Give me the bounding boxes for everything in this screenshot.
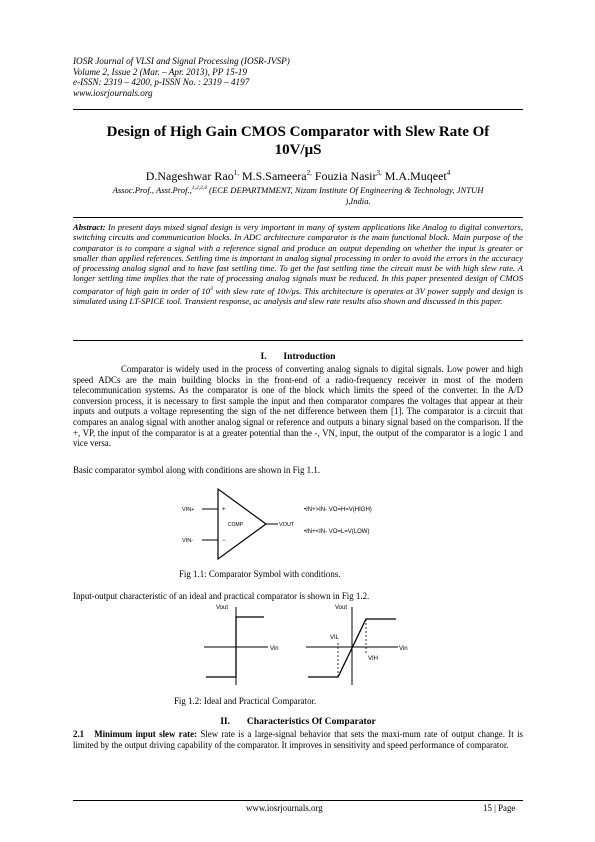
fig1-1-intro-text: Basic comparator symbol along with conditions are shown in Fig 1.1.	[73, 465, 320, 475]
abstract-label: Abstract:	[73, 222, 106, 232]
author-name: Fouzia Nasir	[314, 169, 377, 183]
author-affiliation: Assoc.Prof., Asst.Prof.,$^{1,2,3,4}$ (ECE DEPARTMMENT, Nizam Institute Of Engineering & Technology, JNTUH ),India.	[112, 184, 484, 206]
page-number: 15 | Page	[483, 803, 516, 813]
journal-issn: e-ISSN: 2319 – 4200, p-ISSN No. : 2319 – 4197	[73, 77, 250, 88]
introduction-paragraph: Comparator is widely used in the process of converting analog signals to digital signals. Low power and high speed ADCs are the main building blocks in the front-end of a radio-frequency receiver in most of the modern telecommunication systems. As the comparator is one of the block which limits the speed of the converter. In the A/D conversion process, it is necessary to first sample the input and then comparator compares the voltages that appear at their inputs and outputs a voltage representing the sign of the net difference between them [1]. The comparator is a circuit that compares an analog signal with another analog signal or reference and outputs a binary signal based on the comparison. If the +, VP, the input of the comparator is at a greater potential than the -, VN, input, the output of the comparator is a logic 1 and vice versa.	[73, 364, 523, 449]
journal-volume: Volume 2, Issue 2 (Mar. – Apr. 2013), PP 15-19	[73, 66, 247, 77]
header-divider	[73, 109, 523, 110]
condition-low: •IN+<IN- VO=L=V(LOW)	[304, 529, 370, 535]
comparator-symbol-figure	[180, 485, 435, 565]
author-name: D.Nageshwar Rao	[145, 169, 234, 183]
ideal-vin-label: Vin	[270, 646, 279, 652]
author-name: M.A.Muqeet	[384, 169, 447, 183]
vil-label: VIL	[330, 635, 340, 641]
journal-header	[73, 56, 290, 98]
fig1-2-intro-text: Input-output characteristic of an ideal and practical comparator is shown in Fig 1.2.	[73, 591, 370, 601]
section-heading-introduction: I. Introduction	[260, 351, 336, 362]
footer-divider	[73, 800, 523, 801]
vin-minus-label: VIN-	[182, 538, 193, 544]
author-list: D.Nageshwar Rao$^{1,}$ M.S.Sameera$^{2,}$ Fouzia Nasir$^{3,}$ M.A.Muqeet$^4$	[145, 169, 451, 183]
vout-label: VOUT	[279, 522, 295, 528]
minus-terminal-label: −	[222, 538, 226, 544]
ideal-vout-label: Vout	[216, 605, 229, 611]
journal-name: IOSR Journal of VLSI and Signal Processing (IOSR-JVSP)	[73, 56, 290, 66]
plus-terminal-label: +	[222, 507, 226, 513]
comp-label: COMP	[228, 522, 243, 528]
fig1-2-caption: Fig 1.2: Ideal and Practical Comparator.	[174, 696, 317, 706]
vin-plus-label: VIN+	[182, 507, 195, 513]
fig1-1-caption: Fig 1.1: Comparator Symbol with conditions.	[179, 569, 341, 579]
slew-rate-paragraph: 2.1 Minimum input slew rate: Slew rate is a large-signal behavior that sets the maxi-mum rate of output change. It is limited by the output driving capability of the comparator. It improves in sensitivity and speed performance of comparator.	[73, 729, 524, 750]
abstract-bottom-rule	[73, 340, 523, 341]
ideal-practical-comparator-figure	[200, 601, 415, 689]
abstract: Abstract: In present days mixed signal design is very important in many of system applications like Analog to digital convertors, switching circuits and communication blocks. In ADC architecture comparator is the main functional block. Main purpose of the comparator is to compare a signal with a reference signal and produce an output depending on whether the input is greater or smaller than applied references. Settling time is important in analog signal processing in order to avoid the errors in the accuracy of processing analog signal and to have fast settling time. To get the fast settling time the circuit must be with high slew rate. A longer settling time implies that the rate of processing analog signals must be reduced. In this paper presented design of CMOS comparator of high gain in order of $10^3$ with slew rate of 10v/μs. This architecture is operates at 3V power supply and design is simulated using LT-SPICE tool. Transient response, ac analysis and slew rate results also shown and discussed in this paper.	[73, 222, 523, 306]
practical-vin-label: Vin	[399, 646, 408, 652]
section-heading-characteristics: II. Characteristics Of Comparator	[220, 716, 376, 727]
practical-vout-label: Vout	[335, 605, 348, 611]
paper-title: Design of High Gain CMOS Comparator with Slew Rate Of 10V/μS	[106, 124, 490, 158]
vih-label: VIH	[368, 656, 379, 662]
condition-high: •IN+>IN- VO=H=V(HIGH)	[304, 507, 372, 513]
footer-website: www.iosrjournals.org	[246, 803, 323, 813]
journal-website: www.iosrjournals.org	[73, 87, 153, 98]
subsection-title: Minimum input slew rate:	[94, 729, 197, 739]
author-name: M.S.Sameera	[241, 169, 307, 183]
abstract-top-rule	[73, 217, 523, 218]
